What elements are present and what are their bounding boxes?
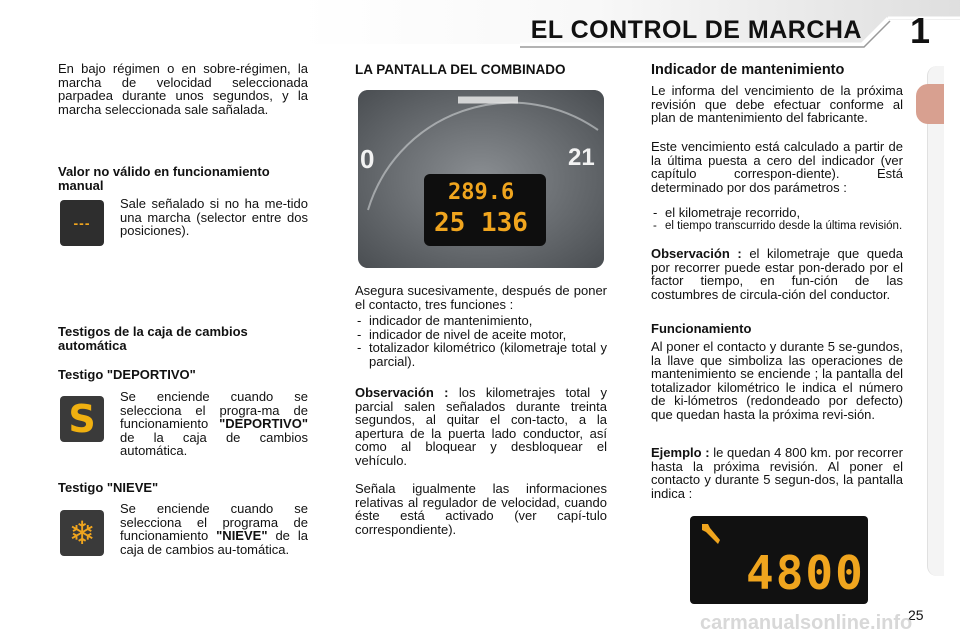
col1-intro: En bajo régimen o en sobre-régimen, la marcha de velocidad seleccionada parpadea durante unos segundos, y la marcha seleccionada sale sañalada. [58, 61, 308, 117]
col3-observation: Observación : el kilometraje que queda por recorrer puede estar pon-derado por el factor tiempo, en fun-ción de las costumbres de circula-ción del conductor. [651, 246, 903, 302]
maintenance-p1: Le informa del vencimiento de la próxima revisión que debe efectuar conforme al plan de mantenimiento del fabricante. [651, 83, 903, 126]
dial-number-left: 0 [360, 144, 375, 174]
sport-warning-heading: Testigo "DEPORTIVO" [58, 367, 196, 382]
operation-text: Al poner el contacto y durante 5 se-gundos, la llave que simboliza las operaciones de mantenimiento se enciende ; la pantalla del totalizador kilométrico le indica el número de ki-lómetros (redondeado por defecto) que quedan hasta la próxima revi-sión. [651, 339, 903, 422]
invalid-gear-icon: --- [60, 200, 104, 246]
chapter-number: 1 [909, 10, 931, 51]
page-number: 25 [908, 607, 924, 623]
remaining-km-readout: 4800 [746, 546, 865, 600]
col2-observation: Observación : los kilometrajes total y parcial salen señalados durante treinta segundos, al quitar el con-tacto, a la apertura de la puerta lado conductor, así como al bloquear y desbloquear el vehículo. [355, 385, 607, 468]
list-item: - totalizador kilométrico (kilometraje total y parcial). [355, 341, 607, 368]
snow-mode-icon: ❄ [60, 510, 104, 556]
trip-km-readout: 289.6 [448, 180, 515, 205]
sport-mode-icon: S [60, 396, 104, 442]
maintenance-heading: Indicador de mantenimiento [651, 62, 845, 78]
chapter-sidebar [927, 66, 944, 576]
watermark: carmanualsonline.info [700, 612, 913, 634]
snow-warning-heading: Testigo "NIEVE" [58, 480, 159, 495]
list-item: - el tiempo transcurrido desde la última revisión. [651, 220, 903, 233]
combined-display-heading: LA PANTALLA DEL COMBINADO [355, 62, 566, 77]
operation-heading: Funcionamiento [651, 321, 752, 336]
invalid-value-text: Sale señalado si no ha me-tido una marcha (selector entre dos posiciones). [120, 196, 308, 239]
speed-regulator-text: Señala igualmente las informaciones relativas al regulador de velocidad, cuando éste está activado (ver capí-tulo correspondiente). [355, 481, 607, 537]
auto-gearbox-heading: Testigos de la caja de cambios automática [58, 324, 248, 353]
page-title: EL CONTROL DE MARCHA [530, 16, 862, 44]
example-text: Ejemplo : le quedan 4 800 km. por recorrer hasta la próxima revisión. Al poner el contacto y durante 5 segun-dos, la pantalla indica : [651, 445, 903, 501]
maintenance-p2: Este vencimiento está calculado a partir de la última puesta a cero del indicador (ver capítulo correspon-diente). Está determinado por dos parámetros : [651, 139, 903, 195]
parameters-list [651, 206, 903, 232]
wrench-icon [698, 520, 726, 548]
list-item: - indicador de nivel de aceite motor, [355, 328, 607, 342]
snow-warning-text: Se enciende cuando se selecciona el programa de funcionamiento "NIEVE" de la caja de cambios au-tomática. [120, 501, 308, 557]
page-header [0, 0, 960, 52]
col2-intro: Asegura sucesivamente, después de poner el contacto, tres funciones : [355, 283, 607, 312]
functions-list [355, 314, 607, 368]
dial-number-right: 21 [568, 144, 595, 171]
list-item: - indicador de mantenimiento, [355, 314, 607, 328]
invalid-value-heading: Valor no válido en funcionamiento manual [58, 164, 270, 193]
instrument-cluster-photo [358, 90, 604, 268]
sport-warning-text: Se enciende cuando se selecciona el progra-ma de funcionamiento "DEPORTIVO" de la caja de cambios automática. [120, 389, 308, 459]
chapter-tab-active[interactable] [916, 84, 944, 124]
odometer-lcd [424, 174, 546, 246]
maintenance-lcd [690, 516, 868, 604]
list-item: - el kilometraje recorrido, [651, 206, 903, 220]
total-km-readout: 25 136 [434, 208, 528, 238]
